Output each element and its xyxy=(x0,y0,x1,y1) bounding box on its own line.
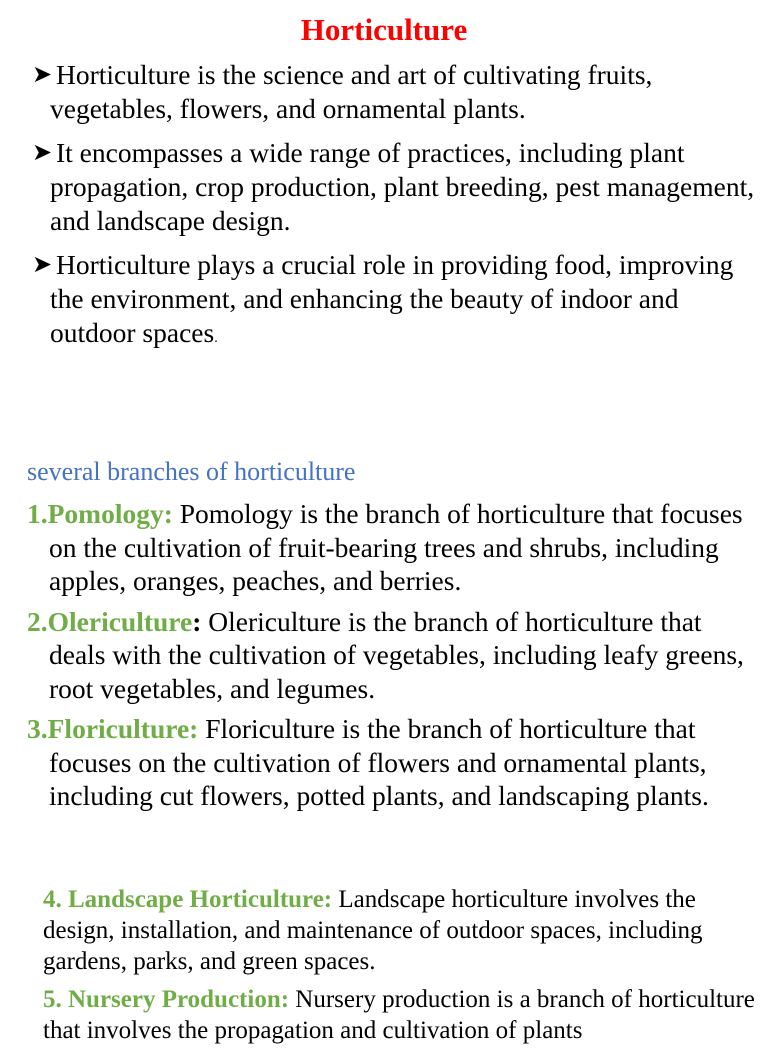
branch-label: 1.Pomology: xyxy=(27,498,173,529)
branch-text: Olericulture is the branch of horticulture that deals with the cultivation of vegetables, including leafy greens, root vegetables, and legumes. xyxy=(49,605,744,704)
branches-list-continued xyxy=(43,884,758,1053)
arrowhead-bullet-icon: ➤ xyxy=(32,62,53,88)
branch-item-nursery-production xyxy=(43,984,758,1046)
branch-text: Landscape horticulture involves the design, installation, and maintenance of outdoor spaces, including gardens, parks, and green spaces. xyxy=(43,886,703,975)
branch-text: Floriculture is the branch of horticulture that focuses on the cultivation of flowers and ornamental plants, including cut flowers, potted plants, and landscaping plants. xyxy=(49,713,709,811)
page-title: Horticulture xyxy=(300,12,468,47)
branch-label: 4. Landscape Horticulture: xyxy=(43,886,333,913)
arrowhead-bullet-icon: ➤ xyxy=(32,252,53,278)
branch-text: Pomology is the branch of horticulture that focuses on the cultivation of fruit-bearing trees and shrubs, including apples, oranges, peaches, and berries. xyxy=(49,498,743,596)
branch-item-floriculture xyxy=(27,712,762,813)
bullet-trailing-period: . xyxy=(214,331,218,346)
bullet-text: Horticulture plays a crucial role in providing food, improving the environment, and enhancing the beauty of indoor and outdoor spaces xyxy=(50,249,734,348)
branch-label: 3.Floriculture: xyxy=(27,713,199,744)
branch-label: 5. Nursery Production: xyxy=(43,986,290,1013)
bullet-item xyxy=(32,248,762,356)
branch-label: 2.Olericulture xyxy=(27,605,193,637)
arrowhead-bullet-icon: ➤ xyxy=(32,140,53,166)
bullet-item xyxy=(32,58,762,126)
bullet-text: It encompasses a wide range of practices, including plant propagation, crop production, plant breeding, pest management, and landscape design. xyxy=(50,137,755,236)
branches-list xyxy=(27,497,762,820)
intro-bullet-list xyxy=(32,58,762,366)
bullet-text: Horticulture is the science and art of cultivating fruits, vegetables, flowers, and ornamental plants. xyxy=(50,59,653,124)
branch-text: Nursery production is a branch of horticulture that involves the propagation and cultivation of plants xyxy=(43,986,755,1044)
branch-item-landscape-horticulture xyxy=(43,884,758,977)
bullet-item xyxy=(32,136,762,238)
branch-item-olericulture xyxy=(27,605,762,706)
branches-heading: several branches of horticulture xyxy=(27,457,356,486)
branch-label-colon: : xyxy=(192,605,202,637)
branch-item-pomology xyxy=(27,497,762,598)
